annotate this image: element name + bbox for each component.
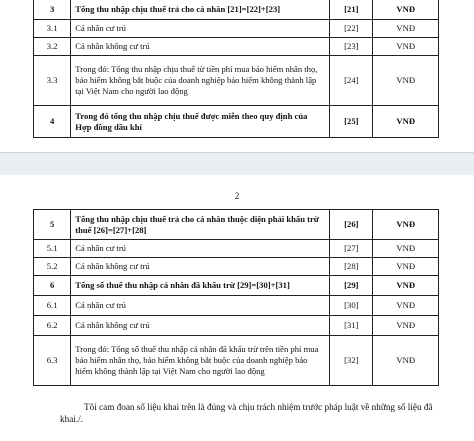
table-row — [34, 240, 439, 258]
row-code-cell: [31] — [330, 316, 373, 336]
row-code-cell: [23] — [330, 38, 373, 56]
table-row — [34, 296, 439, 316]
table-row — [34, 38, 439, 56]
table-row — [34, 210, 439, 240]
row-code-cell: [22] — [330, 20, 373, 38]
row-unit-cell: VNĐ — [373, 258, 439, 276]
tax-table-top — [33, 0, 439, 138]
row-code-cell: [32] — [330, 336, 373, 386]
tax-table-bottom — [33, 209, 439, 386]
row-unit-cell: VNĐ — [373, 316, 439, 336]
row-description-cell: Cá nhân cư trú — [71, 296, 330, 316]
row-description-cell: Trong đó tổng thu nhập chịu thuế được miễn theo quy định của Hợp đồng dầu khí — [71, 106, 330, 138]
row-description-cell: Cá nhân cư trú — [71, 20, 330, 38]
row-unit-cell: VNĐ — [373, 240, 439, 258]
row-number-cell: 3.3 — [34, 56, 71, 106]
row-number-cell: 5.1 — [34, 240, 71, 258]
row-description-cell: Trong đó: Tổng thu nhập chịu thuế từ tiền phí mua bảo hiểm nhân thọ, bảo hiểm không bắt buộc của doanh nghiệp bảo hiểm không thành lập tại Việt Nam cho người lao động — [71, 56, 330, 106]
table-row — [34, 276, 439, 296]
row-unit-cell: VNĐ — [373, 336, 439, 386]
table-row — [34, 336, 439, 386]
row-number-cell: 3.2 — [34, 38, 71, 56]
row-number-cell: 6 — [34, 276, 71, 296]
row-unit-cell: VNĐ — [373, 56, 439, 106]
row-number-cell: 4 — [34, 106, 71, 138]
row-description-cell: Cá nhân không cư trú — [71, 316, 330, 336]
table-row — [34, 258, 439, 276]
row-code-cell: [26] — [330, 210, 373, 240]
row-code-cell: [30] — [330, 296, 373, 316]
table-row — [34, 20, 439, 38]
row-number-cell: 6.1 — [34, 296, 71, 316]
table-row — [34, 106, 439, 138]
document-page-bottom — [0, 175, 474, 441]
row-code-cell: [21] — [330, 0, 373, 20]
row-number-cell: 3 — [34, 0, 71, 20]
document-page-top — [0, 0, 474, 152]
row-unit-cell: VNĐ — [373, 20, 439, 38]
row-unit-cell: VNĐ — [373, 0, 439, 20]
page-number: 2 — [234, 191, 240, 201]
page-break — [0, 152, 474, 176]
row-description-cell: Tổng thu nhập chịu thuế trả cho cá nhân [21]=[22]+[23] — [71, 0, 330, 20]
row-number-cell: 5.2 — [34, 258, 71, 276]
row-number-cell: 6.2 — [34, 316, 71, 336]
table-row — [34, 0, 439, 20]
declaration-text: Tôi cam đoan số liệu khai trên là đúng và chịu trách nhiệm trước pháp luật về những số liệu đã khai./. — [60, 402, 433, 425]
table-row — [34, 56, 439, 106]
row-description-cell: Cá nhân cư trú — [71, 240, 330, 258]
row-code-cell: [28] — [330, 258, 373, 276]
row-unit-cell: VNĐ — [373, 210, 439, 240]
row-number-cell: 5 — [34, 210, 71, 240]
row-number-cell: 6.3 — [34, 336, 71, 386]
row-description-cell: Tổng số thuế thu nhập cá nhân đã khấu trừ [29]=[30]+[31] — [71, 276, 330, 296]
row-code-cell: [24] — [330, 56, 373, 106]
row-description-cell: Tổng thu nhập chịu thuế trả cho cá nhân thuộc diện phải khấu trừ thuế [26]=[27]+[28] — [71, 210, 330, 240]
row-description-cell: Cá nhân không cư trú — [71, 38, 330, 56]
table-row — [34, 316, 439, 336]
row-code-cell: [27] — [330, 240, 373, 258]
row-description-cell: Cá nhân không cư trú — [71, 258, 330, 276]
row-code-cell: [29] — [330, 276, 373, 296]
row-unit-cell: VNĐ — [373, 276, 439, 296]
row-number-cell: 3.1 — [34, 20, 71, 38]
row-unit-cell: VNĐ — [373, 106, 439, 138]
row-code-cell: [25] — [330, 106, 373, 138]
row-description-cell: Trong đó: Tổng số thuế thu nhập cá nhân đã khấu trừ trên tiền phí mua bảo hiểm nhân thọ, bảo hiểm không bắt buộc của doanh nghiệp bảo hiểm không thành lập tại Việt Nam cho người lao động — [71, 336, 330, 386]
row-unit-cell: VNĐ — [373, 38, 439, 56]
row-unit-cell: VNĐ — [373, 296, 439, 316]
